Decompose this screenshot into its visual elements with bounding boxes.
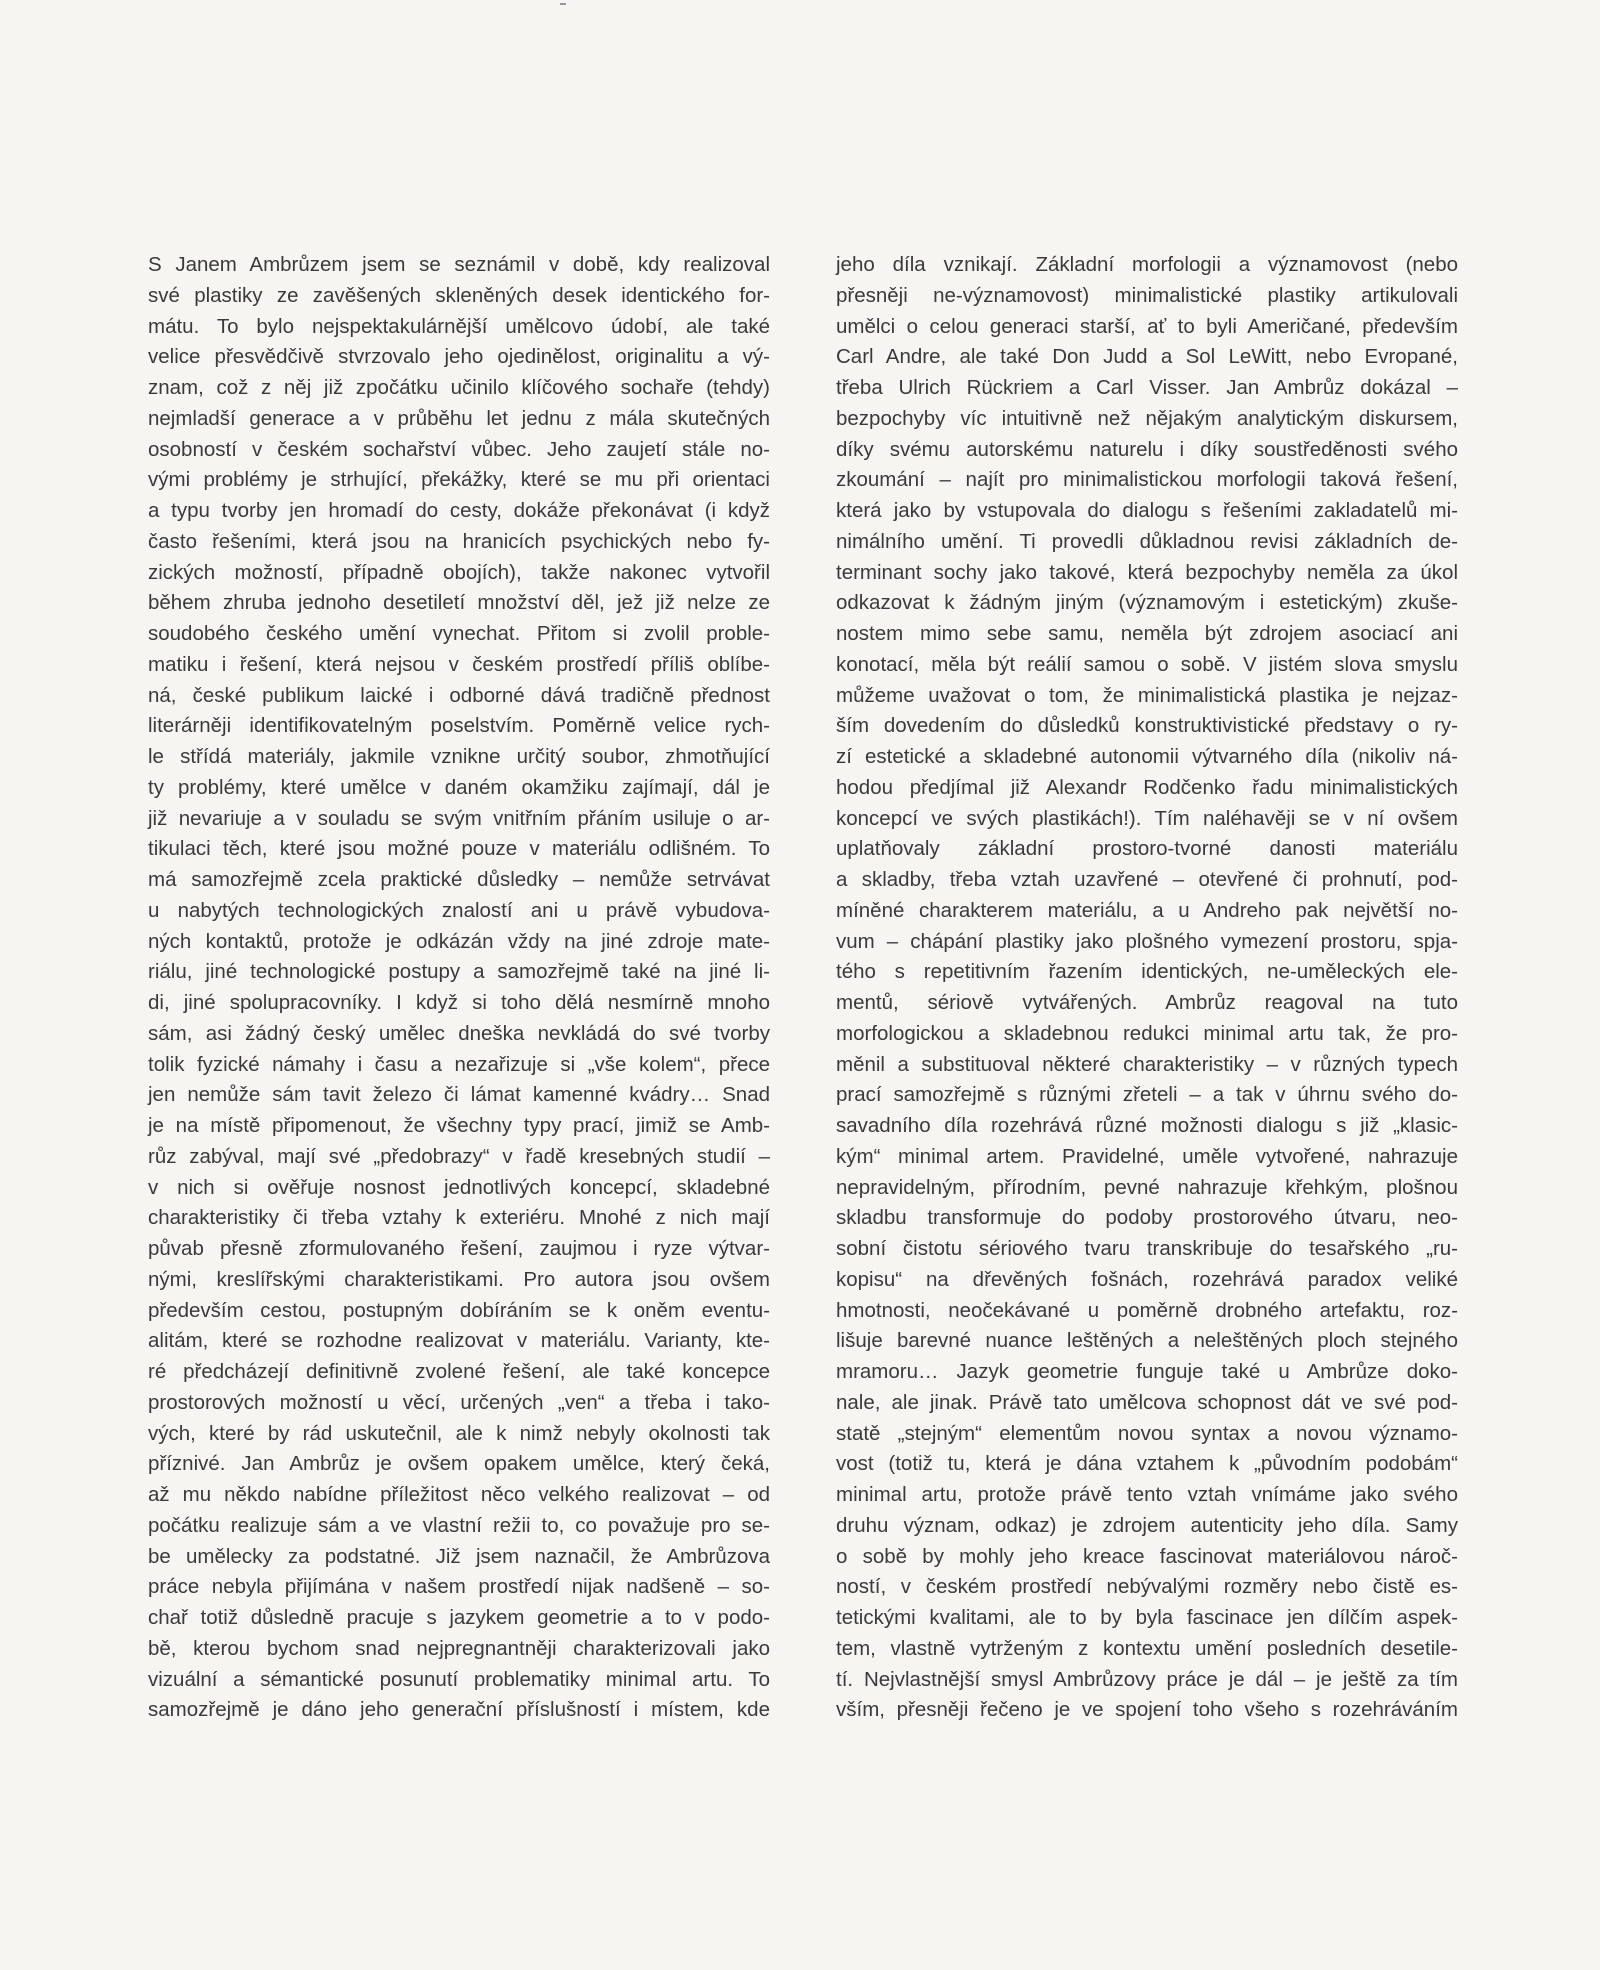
text-line: především cestou, postupným dobíráním se k oněm eventu- bbox=[148, 1298, 770, 1322]
text-line: nostem mimo sebe samu, neměla být zdrojem asociací ani bbox=[836, 622, 1458, 645]
text-line: mramoru… Jazyk geometrie funguje také u Ambrůze doko- bbox=[836, 1360, 1458, 1383]
text-line: můžeme uvažovat o tom, že minimalistická plastika je nejzaz- bbox=[836, 683, 1458, 707]
text-line: tolik fyzické námahy i času a nezařizuje si „vše kolem“, přece bbox=[148, 1052, 770, 1076]
text-line: míněné charakterem materiálu, a u Andreho pak největší no- bbox=[836, 898, 1458, 922]
text-line: růz zabýval, mají své „předobrazy“ v řadě kresebných studií – bbox=[148, 1144, 770, 1168]
text-line: jeho díla vznikají. Základní morfologii a významovost (nebo bbox=[836, 253, 1458, 276]
text-line: matiku i řešení, která nejsou v českém prostředí příliš oblíbe- bbox=[148, 652, 770, 676]
text-line: alitám, které se rozhodne realizovat v materiálu. Varianty, kte- bbox=[148, 1329, 770, 1353]
text-line: v nich si ověřuje nosnost jednotlivých koncepcí, skladebné bbox=[148, 1175, 770, 1199]
text-line: di, jiné spolupracovníky. I když si toho dělá nesmírně mnoho bbox=[148, 991, 770, 1014]
text-line: nými, kreslířskými charakteristikami. Pro autora jsou ovšem bbox=[148, 1267, 770, 1291]
text-line: měnil a substituoval některé charakteristiky – v různých typech bbox=[836, 1052, 1458, 1076]
text-line: prostorových možností u věcí, určených „ven“ a třeba i tako- bbox=[148, 1390, 770, 1414]
text-line: během zhruba jednoho desetiletí množství děl, jež již nelze ze bbox=[148, 591, 770, 615]
text-line: minimal artu, protože právě tento vztah vnímáme jako svého bbox=[836, 1483, 1458, 1506]
text-line: koncepcí ve svých plastikách!). Tím naléhavěji se v ní ovšem bbox=[836, 806, 1458, 830]
text-line: vum – chápání plastiky jako plošného vymezení prostoru, spja- bbox=[836, 929, 1458, 953]
text-line: tetickými kvalitami, ale to by byla fascinace jen dílčím aspek- bbox=[836, 1606, 1458, 1629]
text-line: le střídá materiály, jakmile vznikne určitý soubor, zhmotňující bbox=[148, 745, 770, 768]
text-column-left bbox=[148, 250, 770, 1726]
text-line: ré předcházejí definitivně zvolené řešení, ale také koncepce bbox=[148, 1360, 770, 1383]
text-line: ných kontaktů, protože je odkázán vždy na jiné zdroje mate- bbox=[148, 929, 770, 953]
text-line: uplatňovaly základní prostoro-tvorné danosti materiálu bbox=[836, 837, 1458, 861]
text-line: až mu někdo nabídne příležitost něco velkého realizovat – od bbox=[148, 1483, 770, 1506]
text-line: bě, kterou bychom snad nejpregnantněji charakterizovali jako bbox=[148, 1636, 770, 1660]
text-column-right bbox=[836, 250, 1458, 1726]
text-line: zí estetické a skladebné autonomii výtvarného díla (nikoliv ná- bbox=[836, 745, 1458, 768]
text-line: morfologickou a skladebnou redukci minimal artu tak, že pro- bbox=[836, 1021, 1458, 1045]
text-line: bezpochyby víc intuitivně než nějakým analytickým diskursem, bbox=[836, 406, 1458, 430]
text-line: u nabytých technologických znalostí ani u právě vybudova- bbox=[148, 898, 770, 922]
text-line: sobní čistotu sériového tvaru transkribuje do tesařského „ru- bbox=[836, 1237, 1458, 1260]
text-line: Carl Andre, ale také Don Judd a Sol LeWitt, nebo Evropané, bbox=[836, 345, 1458, 369]
text-line: hodou předjímal již Alexandr Rodčenko řadu minimalistických bbox=[836, 775, 1458, 799]
text-line: díky svému autorskému naturelu i díky soustředěnosti svého bbox=[836, 437, 1458, 461]
text-line: ty problémy, které umělce v daném okamžiku zajímají, dál je bbox=[148, 775, 770, 799]
text-line: vých, které by rád uskutečnil, ale k nimž nebyly okolnosti tak bbox=[148, 1421, 770, 1445]
text-line: literárněji identifikovatelným poselstvím. Poměrně velice rych- bbox=[148, 714, 770, 738]
text-line: práce nebyla přijímána v našem prostředí nijak nadšeně – so- bbox=[148, 1575, 770, 1599]
text-line: přesněji ne-významovost) minimalistické plastiky artikulovali bbox=[836, 283, 1458, 307]
text-line: která jako by vstupovala do dialogu s řešeními zakladatelů mi- bbox=[836, 499, 1458, 522]
text-line: vším, přesněji řečeno je ve spojení toho všeho s rozehráváním bbox=[836, 1698, 1458, 1722]
text-line: ná, české publikum laické i odborné dává tradičně přednost bbox=[148, 683, 770, 707]
text-line: již nevariuje a v souladu se svým vnitřním přáním usiluje o ar- bbox=[148, 806, 770, 830]
text-line: soudobého českého umění vynechat. Přitom si zvolil proble- bbox=[148, 622, 770, 645]
text-line: vizuální a sémantické posunutí problematiky minimal artu. To bbox=[148, 1667, 770, 1691]
text-line: nale, ale jinak. Právě tato umělcova schopnost dát ve své pod- bbox=[836, 1390, 1458, 1414]
text-line: zických možností, případně obojích), takže nakonec vytvořil bbox=[148, 560, 770, 584]
text-line: znam, což z něj již zpočátku učinilo klíčového sochaře (tehdy) bbox=[148, 376, 770, 399]
scan-mark bbox=[560, 3, 566, 5]
text-line: nepravidelným, přírodním, pevné nahrazuje křehkým, plošnou bbox=[836, 1175, 1458, 1199]
text-line: druhu význam, odkaz) je zdrojem autenticity jeho díla. Samy bbox=[836, 1513, 1458, 1537]
text-line: nejmladší generace a v průběhu let jednu z mála skutečných bbox=[148, 406, 770, 430]
text-line: vost (totiž tu, která je dána vztahem k „původním podobám“ bbox=[836, 1452, 1458, 1476]
text-line: riálu, jiné technologické postupy a samozřejmě také na jiné li- bbox=[148, 960, 770, 984]
text-line: umělci o celou generaci starší, ať to byli Američané, především bbox=[836, 314, 1458, 338]
text-line: zkoumání – najít pro minimalistickou morfologii taková řešení, bbox=[836, 468, 1458, 492]
text-line: je na místě připomenout, že všechny typy prací, jimiž se Amb- bbox=[148, 1114, 770, 1137]
text-line: vými problémy je strhující, překážky, které se mu při orientaci bbox=[148, 468, 770, 492]
text-line: své plastiky ze zavěšených skleněných desek identického for- bbox=[148, 283, 770, 307]
text-line: lišuje barevné nuance leštěných a neleštěných ploch stejného bbox=[836, 1329, 1458, 1353]
text-line: S Janem Ambrůzem jsem se seznámil v době, kdy realizoval bbox=[148, 253, 770, 276]
text-line: hmotnosti, neočekávané u poměrně drobného artefaktu, roz- bbox=[836, 1298, 1458, 1322]
text-line: terminant sochy jako takové, která bezpochyby neměla za úkol bbox=[836, 560, 1458, 584]
text-line: prací samozřejmě s různými zřeteli – a tak v úhrnu svého do- bbox=[836, 1083, 1458, 1107]
text-line: charakteristiky či třeba vztahy k exteriéru. Mnohé z nich mají bbox=[148, 1206, 770, 1230]
text-line: be umělecky za podstatné. Již jsem naznačil, že Ambrůzova bbox=[148, 1544, 770, 1568]
text-line: počátku realizuje sám a ve vlastní režii to, co považuje pro se- bbox=[148, 1513, 770, 1537]
text-line: nimálního umění. Ti provedli důkladnou revisi základních de- bbox=[836, 529, 1458, 553]
text-line: velice přesvědčivě stvrzovalo jeho ojedinělost, originalitu a vý- bbox=[148, 345, 770, 369]
text-line: skladbu transformuje do podoby prostorového útvaru, neo- bbox=[836, 1206, 1458, 1230]
text-line: tikulaci těch, které jsou možné pouze v materiálu odlišném. To bbox=[148, 837, 770, 861]
text-line: mentů, sériově vytvářených. Ambrůz reagoval na tuto bbox=[836, 991, 1458, 1014]
text-line: konotací, měla být reálií samou o sobě. V jistém slova smyslu bbox=[836, 652, 1458, 676]
text-line: ností, v českém prostředí nebývalými rozměry nebo čistě es- bbox=[836, 1575, 1458, 1599]
text-line: má samozřejmě zcela praktické důsledky – nemůže setrvávat bbox=[148, 868, 770, 891]
text-line: sám, asi žádný český umělec dneška nevkládá do své tvorby bbox=[148, 1021, 770, 1045]
text-line: mátu. To bylo nejspektakulárnější umělcovo údobí, ale také bbox=[148, 314, 770, 338]
text-line: tého s repetitivním řazením identických, ne-uměleckých ele- bbox=[836, 960, 1458, 984]
text-line: samozřejmě je dáno jeho generační příslušností i místem, kde bbox=[148, 1698, 770, 1722]
text-line: tí. Nejvlastnější smysl Ambrůzovy práce je dál – je ještě za tím bbox=[836, 1667, 1458, 1691]
text-line: statě „stejným“ elementům novou syntax a novou významo- bbox=[836, 1421, 1458, 1445]
text-line: často řešeními, která jsou na hranicích psychických nebo fy- bbox=[148, 529, 770, 553]
text-line: kým“ minimal artem. Pravidelné, uměle vytvořené, nahrazuje bbox=[836, 1144, 1458, 1168]
text-line: a skladby, třeba vztah uzavřené – otevřené či prohnutí, pod- bbox=[836, 868, 1458, 891]
text-line: ším dovedením do důsledků konstruktivistické představy o ry- bbox=[836, 714, 1458, 738]
text-line: jen nemůže sám tavit železo či lámat kamenné kvádry… Snad bbox=[148, 1083, 770, 1107]
text-line: třeba Ulrich Rückriem a Carl Visser. Jan Ambrůz dokázal – bbox=[836, 376, 1458, 399]
text-line: o sobě by mohly jeho kreace fascinovat materiálovou nároč- bbox=[836, 1544, 1458, 1568]
text-line: savadního díla rozehrává různé možnosti dialogu s již „klasic- bbox=[836, 1114, 1458, 1137]
text-line: chař totiž důsledně pracuje s jazykem geometrie a to v podo- bbox=[148, 1606, 770, 1629]
text-line: odkazovat k žádným jiným (významovým i estetickým) zkuše- bbox=[836, 591, 1458, 615]
text-line: příznivé. Jan Ambrůz je ovšem opakem umělce, který čeká, bbox=[148, 1452, 770, 1476]
text-line: půvab přesně zformulovaného řešení, zaujmou i ryze výtvar- bbox=[148, 1237, 770, 1260]
text-line: a typu tvorby jen hromadí do cesty, dokáže překonávat (i když bbox=[148, 499, 770, 522]
text-line: kopisu“ na dřevěných fošnách, rozehrává paradox veliké bbox=[836, 1267, 1458, 1291]
text-line: tem, vlastně vytrženým z kontextu umění posledních desetile- bbox=[836, 1636, 1458, 1660]
text-line: osobností v českém sochařství vůbec. Jeho zaujetí stále no- bbox=[148, 437, 770, 461]
